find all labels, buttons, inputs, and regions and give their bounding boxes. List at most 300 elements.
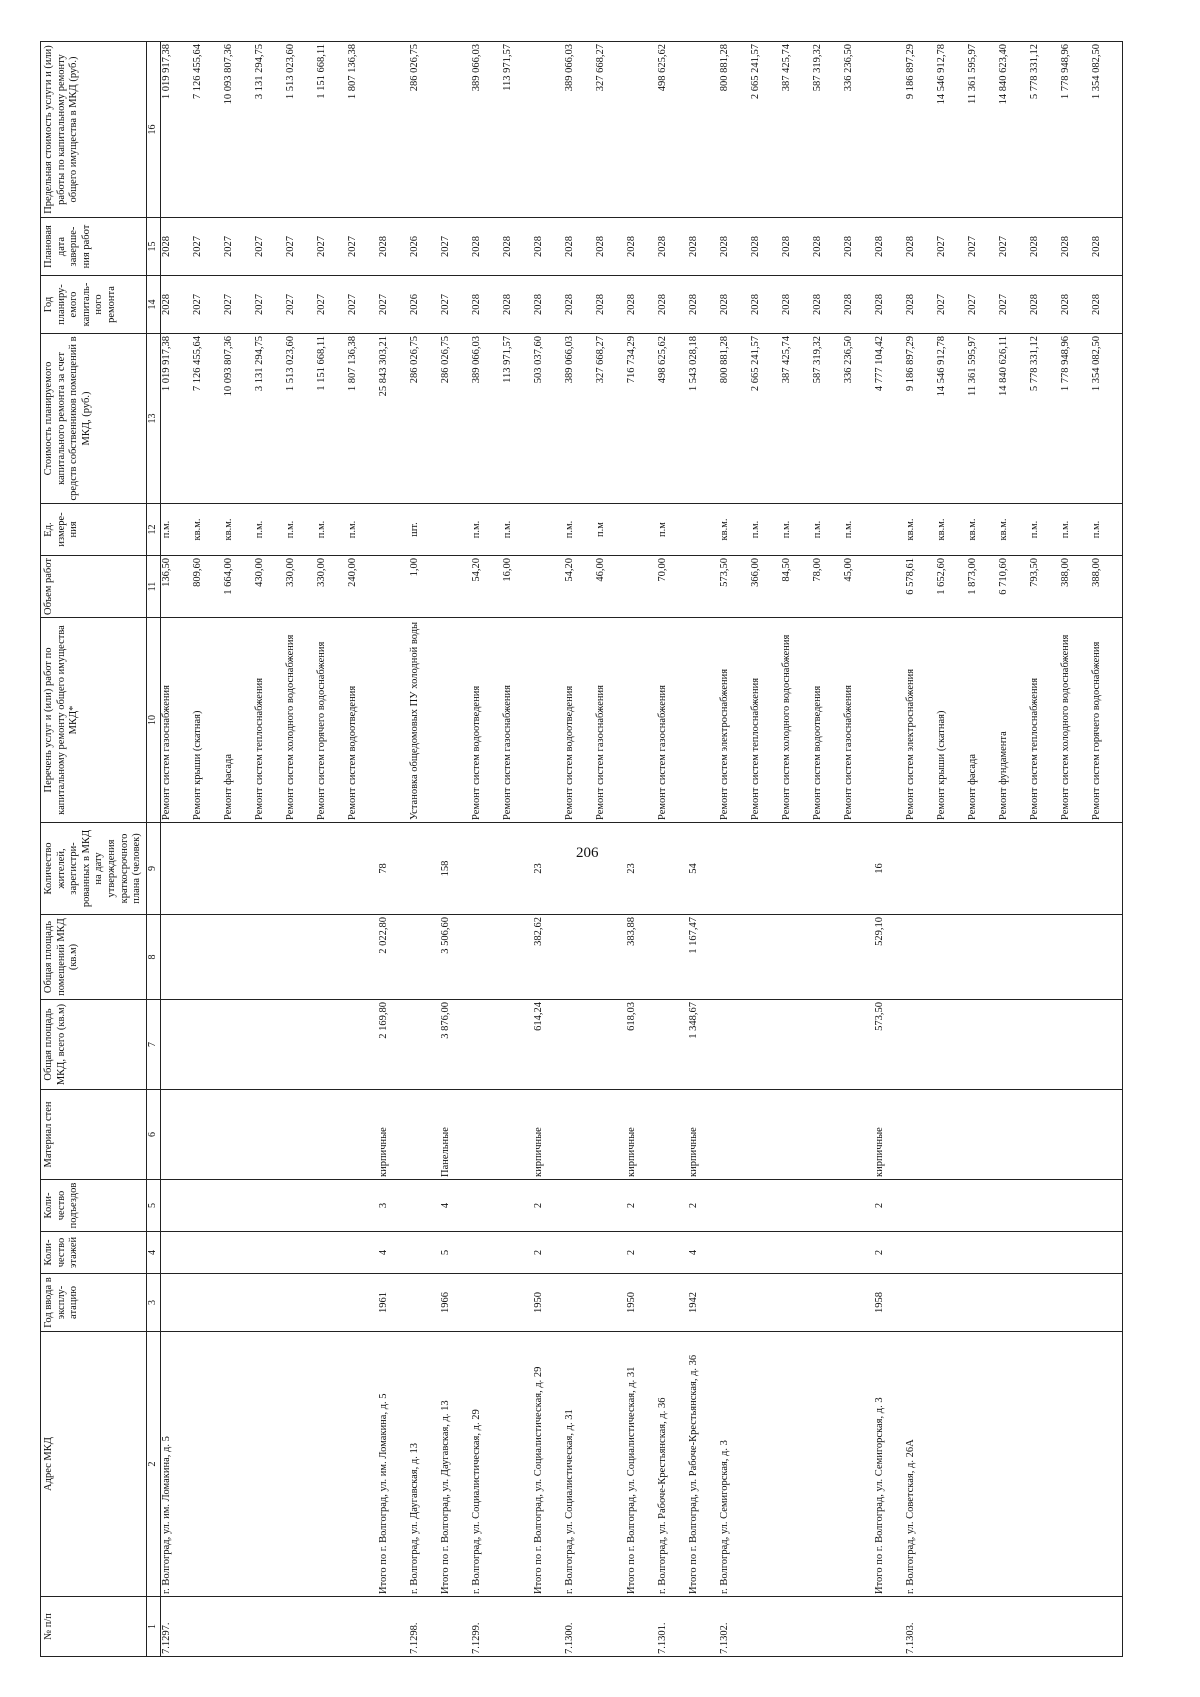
cell-wall-material: [1060, 1090, 1091, 1180]
cell-completion-date: 2028: [1091, 218, 1123, 276]
column-number: 16: [146, 42, 160, 218]
cell-work-volume: 1 664,00: [223, 556, 254, 618]
cell-address: [936, 1332, 967, 1597]
cell-work-volume: [874, 556, 905, 618]
cell-residents-count: [502, 823, 533, 915]
cell-commission-year: 1966: [440, 1274, 471, 1332]
cell-entrances-count: [347, 1180, 378, 1232]
cell-residents-count: [192, 823, 223, 915]
cell-entrances-count: [192, 1180, 223, 1232]
header-cell: Ед. измере-ния: [41, 504, 147, 556]
cell-commission-year: [781, 1274, 812, 1332]
cell-commission-year: [936, 1274, 967, 1332]
cell-commission-year: [1029, 1274, 1060, 1332]
cell-unit: кв.м.: [967, 504, 998, 556]
cell-premises-area: [595, 915, 626, 1000]
cell-address: г. Волгоград, ул. Даугавская, д. 13: [409, 1332, 440, 1597]
cell-residents-count: [409, 823, 440, 915]
cell-completion-date: 2027: [440, 218, 471, 276]
cell-planned-year: 2028: [657, 276, 688, 334]
cell-work-type: Ремонт систем теплоснабжения: [254, 618, 285, 823]
cell-address: [967, 1332, 998, 1597]
cell-work-type: Ремонт систем горячего водоснабжения: [1091, 618, 1123, 823]
column-number: 12: [146, 504, 160, 556]
table-row: [223, 42, 254, 1657]
cell-limit-cost: 286 026,75: [409, 42, 440, 218]
cell-floors-count: [843, 1232, 874, 1274]
cell-floors-count: 2: [874, 1232, 905, 1274]
cell-work-volume: 430,00: [254, 556, 285, 618]
cell-floors-count: [657, 1232, 688, 1274]
cell-premises-area: 529,10: [874, 915, 905, 1000]
cell-floors-count: [936, 1232, 967, 1274]
cell-residents-count: 54: [688, 823, 719, 915]
cell-floors-count: 2: [533, 1232, 564, 1274]
cell-address: [285, 1332, 316, 1597]
cell-unit: [533, 504, 564, 556]
cell-residents-count: [781, 823, 812, 915]
cell-row-number: [1060, 1597, 1091, 1657]
cell-planned-year: 2028: [626, 276, 657, 334]
cell-unit: п.м.: [316, 504, 347, 556]
table-row: [471, 42, 502, 1657]
cell-address: [347, 1332, 378, 1597]
cell-residents-count: 23: [626, 823, 657, 915]
header-cell: Коли-чество этажей: [41, 1232, 147, 1274]
cell-premises-area: [409, 915, 440, 1000]
cell-address: [750, 1332, 781, 1597]
cell-floors-count: [998, 1232, 1029, 1274]
cell-planned-year: 2028: [160, 276, 192, 334]
cell-row-number: 7.1298.: [409, 1597, 440, 1657]
cell-work-volume: 84,50: [781, 556, 812, 618]
cell-planned-year: 2027: [440, 276, 471, 334]
column-number: 4: [146, 1232, 160, 1274]
cell-planned-year: 2028: [688, 276, 719, 334]
cell-total-area: [502, 1000, 533, 1090]
cell-unit: п.м.: [1060, 504, 1091, 556]
cell-work-type: Ремонт систем теплоснабжения: [750, 618, 781, 823]
cell-residents-count: [750, 823, 781, 915]
cell-unit: п.м.: [502, 504, 533, 556]
cell-floors-count: [192, 1232, 223, 1274]
cell-premises-area: [781, 915, 812, 1000]
cell-unit: [378, 504, 409, 556]
column-number: 5: [146, 1180, 160, 1232]
cell-entrances-count: 2: [626, 1180, 657, 1232]
cell-floors-count: [316, 1232, 347, 1274]
cell-floors-count: [223, 1232, 254, 1274]
cell-commission-year: [316, 1274, 347, 1332]
cell-planned-year: 2028: [874, 276, 905, 334]
cell-address: [781, 1332, 812, 1597]
cell-work-type: Ремонт систем газоснабжения: [502, 618, 533, 823]
cell-address: [812, 1332, 843, 1597]
cell-planned-year: 2027: [936, 276, 967, 334]
cell-unit: п.м.: [285, 504, 316, 556]
cell-limit-cost: 1 019 917,38: [160, 42, 192, 218]
cell-residents-count: [254, 823, 285, 915]
cell-premises-area: [347, 915, 378, 1000]
cell-row-number: [347, 1597, 378, 1657]
cell-work-type: Ремонт систем водоотведения: [347, 618, 378, 823]
cell-work-volume: [440, 556, 471, 618]
cell-planned-year: 2028: [471, 276, 502, 334]
cell-wall-material: [595, 1090, 626, 1180]
cell-limit-cost: 389 066,03: [471, 42, 502, 218]
cell-work-volume: [378, 556, 409, 618]
cell-wall-material: [750, 1090, 781, 1180]
cell-entrances-count: 2: [874, 1180, 905, 1232]
cell-limit-cost: [626, 42, 657, 218]
cell-planned-cost: 1 778 948,96: [1060, 334, 1091, 504]
cell-address: [1091, 1332, 1123, 1597]
cell-entrances-count: 2: [533, 1180, 564, 1232]
table-row: [285, 42, 316, 1657]
cell-wall-material: [564, 1090, 595, 1180]
cell-planned-year: 2026: [409, 276, 440, 334]
cell-limit-cost: 113 971,57: [502, 42, 533, 218]
cell-row-number: [626, 1597, 657, 1657]
table-row: [502, 42, 533, 1657]
cell-limit-cost: 1 513 023,60: [285, 42, 316, 218]
cell-completion-date: 2027: [316, 218, 347, 276]
cell-total-area: [936, 1000, 967, 1090]
cell-work-volume: [626, 556, 657, 618]
cell-wall-material: [285, 1090, 316, 1180]
cell-total-area: [316, 1000, 347, 1090]
cell-entrances-count: [502, 1180, 533, 1232]
cell-unit: [626, 504, 657, 556]
cell-residents-count: [471, 823, 502, 915]
cell-planned-cost: 286 026,75: [440, 334, 471, 504]
cell-total-area: 614,24: [533, 1000, 564, 1090]
cell-completion-date: 2028: [781, 218, 812, 276]
cell-work-type: Ремонт фасада: [223, 618, 254, 823]
cell-work-volume: 366,00: [750, 556, 781, 618]
cell-completion-date: 2028: [564, 218, 595, 276]
cell-premises-area: [719, 915, 750, 1000]
cell-limit-cost: 587 319,32: [812, 42, 843, 218]
cell-address: Итого по г. Волгоград, ул. Семигорская, д. 3: [874, 1332, 905, 1597]
cell-premises-area: [254, 915, 285, 1000]
cell-row-number: [936, 1597, 967, 1657]
cell-limit-cost: [533, 42, 564, 218]
cell-planned-cost: 1 019 917,38: [160, 334, 192, 504]
cell-commission-year: [595, 1274, 626, 1332]
cell-residents-count: 158: [440, 823, 471, 915]
cell-work-type: Ремонт фундамента: [998, 618, 1029, 823]
cell-planned-year: 2027: [223, 276, 254, 334]
cell-address: [192, 1332, 223, 1597]
cell-total-area: [595, 1000, 626, 1090]
header-cell: Год планиру-емого капиталь-ного ремонта: [41, 276, 147, 334]
table-row: [533, 42, 564, 1657]
cell-premises-area: [750, 915, 781, 1000]
cell-wall-material: кирпичные: [626, 1090, 657, 1180]
cell-commission-year: [843, 1274, 874, 1332]
cell-completion-date: 2026: [409, 218, 440, 276]
cell-unit: п.м.: [812, 504, 843, 556]
table-row: [874, 42, 905, 1657]
column-number: 6: [146, 1090, 160, 1180]
cell-address: [1060, 1332, 1091, 1597]
cell-planned-cost: 10 093 807,36: [223, 334, 254, 504]
cell-limit-cost: 11 361 595,97: [967, 42, 998, 218]
cell-row-number: [378, 1597, 409, 1657]
cell-limit-cost: 7 126 455,64: [192, 42, 223, 218]
cell-planned-cost: 3 131 294,75: [254, 334, 285, 504]
cell-wall-material: [316, 1090, 347, 1180]
table-row: [688, 42, 719, 1657]
table-row: [160, 42, 192, 1657]
cell-planned-cost: 387 425,74: [781, 334, 812, 504]
cell-work-type: Ремонт систем холодного водоснабжения: [285, 618, 316, 823]
cell-row-number: [812, 1597, 843, 1657]
cell-completion-date: 2028: [843, 218, 874, 276]
cell-unit: кв.м.: [192, 504, 223, 556]
cell-residents-count: [905, 823, 936, 915]
cell-planned-cost: 327 668,27: [595, 334, 626, 504]
cell-wall-material: [936, 1090, 967, 1180]
cell-unit: п.м.: [843, 504, 874, 556]
cell-limit-cost: 3 131 294,75: [254, 42, 285, 218]
cell-address: Итого по г. Волгоград, ул. Рабоче-Крестьянская, д. 36: [688, 1332, 719, 1597]
cell-total-area: [409, 1000, 440, 1090]
cell-wall-material: [781, 1090, 812, 1180]
cell-row-number: [316, 1597, 347, 1657]
cell-row-number: [1029, 1597, 1060, 1657]
cell-planned-year: 2027: [192, 276, 223, 334]
cell-wall-material: [223, 1090, 254, 1180]
cell-residents-count: [719, 823, 750, 915]
cell-residents-count: [812, 823, 843, 915]
cell-completion-date: 2027: [285, 218, 316, 276]
cell-total-area: 618,03: [626, 1000, 657, 1090]
cell-premises-area: [967, 915, 998, 1000]
cell-address: г. Волгоград, ул. Социалистическая, д. 31: [564, 1332, 595, 1597]
cell-limit-cost: 389 066,03: [564, 42, 595, 218]
cell-floors-count: [812, 1232, 843, 1274]
cell-floors-count: 2: [626, 1232, 657, 1274]
cell-work-type: Ремонт систем горячего водоснабжения: [316, 618, 347, 823]
cell-floors-count: [564, 1232, 595, 1274]
cell-floors-count: [750, 1232, 781, 1274]
cell-commission-year: [657, 1274, 688, 1332]
cell-row-number: [1091, 1597, 1123, 1657]
cell-unit: п.м.: [1029, 504, 1060, 556]
cell-work-type: Ремонт систем теплоснабжения: [1029, 618, 1060, 823]
cell-planned-year: 2028: [1091, 276, 1123, 334]
cell-limit-cost: [378, 42, 409, 218]
column-number: 9: [146, 823, 160, 915]
cell-planned-year: 2027: [347, 276, 378, 334]
cell-work-type: Ремонт систем водоотведения: [812, 618, 843, 823]
header-cell: № п/п: [41, 1597, 147, 1657]
cell-wall-material: кирпичные: [378, 1090, 409, 1180]
cell-commission-year: [409, 1274, 440, 1332]
cell-work-volume: 1 873,00: [967, 556, 998, 618]
cell-work-volume: 6 710,60: [998, 556, 1029, 618]
page-number: 206: [576, 845, 599, 861]
cell-row-number: [843, 1597, 874, 1657]
cell-work-type: Ремонт систем электроснабжения: [719, 618, 750, 823]
table-row: [1060, 42, 1091, 1657]
cell-residents-count: 23: [533, 823, 564, 915]
cell-residents-count: [564, 823, 595, 915]
cell-premises-area: [843, 915, 874, 1000]
cell-entrances-count: [750, 1180, 781, 1232]
cell-entrances-count: [160, 1180, 192, 1232]
cell-commission-year: 1950: [626, 1274, 657, 1332]
cell-floors-count: [471, 1232, 502, 1274]
cell-work-type: Ремонт систем газоснабжения: [160, 618, 192, 823]
cell-residents-count: [936, 823, 967, 915]
cell-planned-year: 2028: [905, 276, 936, 334]
cell-planned-year: 2028: [719, 276, 750, 334]
cell-address: г. Волгоград, ул. им. Ломакина, д. 5: [160, 1332, 192, 1597]
cell-limit-cost: 327 668,27: [595, 42, 626, 218]
cell-work-type: Ремонт систем холодного водоснабжения: [781, 618, 812, 823]
cell-address: Итого по г. Волгоград, ул. Социалистическая, д. 31: [626, 1332, 657, 1597]
cell-entrances-count: [1029, 1180, 1060, 1232]
cell-row-number: [750, 1597, 781, 1657]
table-body: [160, 42, 1122, 1657]
cell-floors-count: [719, 1232, 750, 1274]
cell-premises-area: [936, 915, 967, 1000]
cell-work-volume: 330,00: [316, 556, 347, 618]
header-cell: Стоимость планируемого капитального ремонта за счет средств собственников помещений в МКД, (руб.): [41, 334, 147, 504]
capital-repair-table: [40, 41, 1123, 1657]
cell-entrances-count: [967, 1180, 998, 1232]
cell-row-number: [502, 1597, 533, 1657]
cell-premises-area: [905, 915, 936, 1000]
cell-completion-date: 2028: [471, 218, 502, 276]
cell-planned-year: 2027: [285, 276, 316, 334]
cell-row-number: 7.1302.: [719, 1597, 750, 1657]
cell-wall-material: [192, 1090, 223, 1180]
cell-commission-year: [719, 1274, 750, 1332]
cell-floors-count: [967, 1232, 998, 1274]
cell-row-number: [223, 1597, 254, 1657]
cell-commission-year: 1958: [874, 1274, 905, 1332]
cell-wall-material: [409, 1090, 440, 1180]
cell-entrances-count: [1091, 1180, 1123, 1232]
cell-work-volume: 1,00: [409, 556, 440, 618]
cell-planned-year: 2028: [595, 276, 626, 334]
cell-wall-material: [998, 1090, 1029, 1180]
table-row: [626, 42, 657, 1657]
cell-floors-count: 4: [688, 1232, 719, 1274]
cell-work-volume: 330,00: [285, 556, 316, 618]
cell-residents-count: [657, 823, 688, 915]
cell-entrances-count: [936, 1180, 967, 1232]
cell-planned-cost: 14 840 626,11: [998, 334, 1029, 504]
cell-work-type: Ремонт систем водоотведения: [471, 618, 502, 823]
cell-entrances-count: [1060, 1180, 1091, 1232]
cell-completion-date: 2028: [905, 218, 936, 276]
cell-limit-cost: 14 546 912,78: [936, 42, 967, 218]
cell-completion-date: 2028: [1060, 218, 1091, 276]
cell-limit-cost: 800 881,28: [719, 42, 750, 218]
cell-planned-cost: 716 734,29: [626, 334, 657, 504]
cell-planned-cost: 1 543 028,18: [688, 334, 719, 504]
cell-residents-count: [595, 823, 626, 915]
cell-residents-count: [1060, 823, 1091, 915]
cell-premises-area: [1091, 915, 1123, 1000]
cell-completion-date: 2028: [657, 218, 688, 276]
column-number: 3: [146, 1274, 160, 1332]
column-number: 10: [146, 618, 160, 823]
cell-total-area: [657, 1000, 688, 1090]
cell-completion-date: 2027: [254, 218, 285, 276]
cell-premises-area: [192, 915, 223, 1000]
cell-total-area: [967, 1000, 998, 1090]
cell-completion-date: 2028: [378, 218, 409, 276]
table-row: [750, 42, 781, 1657]
header-cell: Количество жителей, зарегистри-рованных в МКД на дату утверждения краткосрочного плана (человек): [41, 823, 147, 915]
cell-floors-count: [595, 1232, 626, 1274]
cell-unit: п.м.: [471, 504, 502, 556]
column-number: 2: [146, 1332, 160, 1597]
cell-unit: кв.м.: [936, 504, 967, 556]
cell-address: [254, 1332, 285, 1597]
cell-planned-cost: 2 665 241,57: [750, 334, 781, 504]
cell-wall-material: кирпичные: [533, 1090, 564, 1180]
header-cell: Материал стен: [41, 1090, 147, 1180]
header-cell: Адрес МКД: [41, 1332, 147, 1597]
table-row: [254, 42, 285, 1657]
cell-completion-date: 2027: [223, 218, 254, 276]
cell-row-number: [967, 1597, 998, 1657]
cell-floors-count: [781, 1232, 812, 1274]
cell-total-area: [254, 1000, 285, 1090]
cell-total-area: 573,50: [874, 1000, 905, 1090]
cell-work-volume: 809,60: [192, 556, 223, 618]
cell-entrances-count: 2: [688, 1180, 719, 1232]
header-cell: Объем работ: [41, 556, 147, 618]
cell-planned-year: 2028: [843, 276, 874, 334]
cell-residents-count: [347, 823, 378, 915]
cell-residents-count: [1091, 823, 1123, 915]
cell-limit-cost: 1 807 136,38: [347, 42, 378, 218]
cell-commission-year: [192, 1274, 223, 1332]
cell-completion-date: 2027: [967, 218, 998, 276]
cell-row-number: [285, 1597, 316, 1657]
cell-planned-year: 2028: [750, 276, 781, 334]
cell-address: [843, 1332, 874, 1597]
cell-premises-area: [657, 915, 688, 1000]
table-row: [936, 42, 967, 1657]
cell-wall-material: кирпичные: [688, 1090, 719, 1180]
cell-premises-area: [564, 915, 595, 1000]
cell-premises-area: 382,62: [533, 915, 564, 1000]
cell-completion-date: 2027: [998, 218, 1029, 276]
cell-address: г. Волгоград, ул. Семигорская, д. 3: [719, 1332, 750, 1597]
cell-total-area: [719, 1000, 750, 1090]
cell-premises-area: [160, 915, 192, 1000]
cell-total-area: [1060, 1000, 1091, 1090]
cell-limit-cost: 336 236,50: [843, 42, 874, 218]
cell-total-area: [1091, 1000, 1123, 1090]
cell-planned-year: 2027: [316, 276, 347, 334]
cell-commission-year: 1950: [533, 1274, 564, 1332]
cell-floors-count: [1029, 1232, 1060, 1274]
cell-work-type: Установка общедомовых ПУ холодной воды: [409, 618, 440, 823]
cell-unit: п.м.: [254, 504, 285, 556]
cell-work-volume: [688, 556, 719, 618]
cell-wall-material: Панельные: [440, 1090, 471, 1180]
